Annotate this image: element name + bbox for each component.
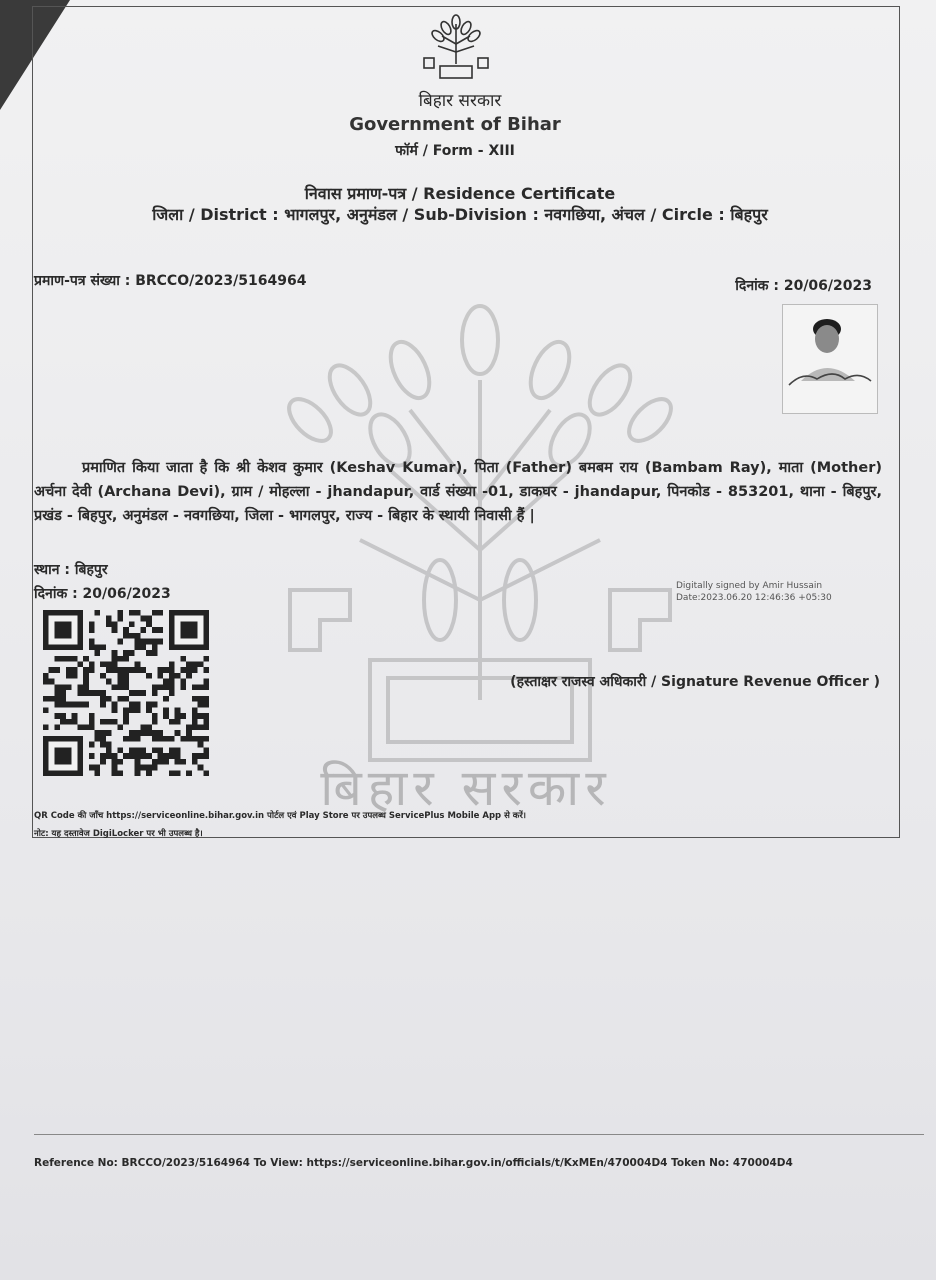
certificate-body: प्रमाणित किया जाता है कि श्री केशव कुमार (Keshav Kumar), पिता (Father) बमबम राय (Bambam Ray), माता (Mother) अर्चना देवी (Archana Devi), ग्राम / मोहल्ला - jhandapur, वार्ड संख्या -01, डाकघर - jhandapur, पिनकोड - 853201, थाना - बिहपुर, प्रखंड - बिहपुर, अनुमंडल - नवगछिया, जिला - भागलपुर, राज्य - बिहार के स्थायी निवासी हैं |: [34, 460, 882, 524]
digital-signature-date: Date:2023.06.20 12:46:36 +05:30: [676, 593, 832, 603]
tree-watermark: [270, 300, 690, 820]
district-line: जिला / District : भागलपुर, अनुमंडल / Sub-Division : नवगछिया, अंचल / Circle : बिहपुर: [152, 205, 768, 224]
bihar-emblem-icon: [418, 14, 494, 82]
digital-signature-name: Digitally signed by Amir Hussain: [676, 581, 823, 591]
gov-title-english: Government of Bihar: [349, 114, 561, 135]
applicant-photo: [782, 304, 878, 414]
place: स्थान : बिहपुर: [34, 562, 108, 578]
certificate-number: प्रमाण-पत्र संख्या : BRCCO/2023/5164964: [34, 273, 307, 289]
signature-revenue-officer: (हस्ताक्षर राजस्व अधिकारी / Signature Revenue Officer ): [510, 674, 880, 690]
qr-verification-note: QR Code की जाँच https://serviceonline.bihar.gov.in पोर्टल एवं Play Store पर उपलब्ध ServicePlus Mobile App से करें।: [34, 811, 527, 821]
certificate-title: निवास प्रमाण-पत्र / Residence Certificate: [304, 184, 616, 203]
qr-code[interactable]: [38, 610, 214, 776]
form-number: फॉर्म / Form - XIII: [395, 143, 515, 159]
digilocker-note: नोट: यह दस्तावेज DigiLocker पर भी उपलब्ध है।: [34, 829, 203, 839]
footer-divider: [34, 1134, 924, 1135]
issue-date: दिनांक : 20/06/2023: [735, 278, 872, 294]
watermark-text: बिहार सरकार: [320, 759, 612, 817]
digital-signature: [676, 580, 832, 604]
date-bottom: दिनांक : 20/06/2023: [34, 586, 171, 602]
gov-title-hindi: बिहार सरकार: [418, 91, 502, 111]
footer-reference: Reference No: BRCCO/2023/5164964 To View: https://serviceonline.bihar.gov.in/officials/t/KxMEn/470004D4 Token No: 470004D4: [34, 1157, 793, 1169]
